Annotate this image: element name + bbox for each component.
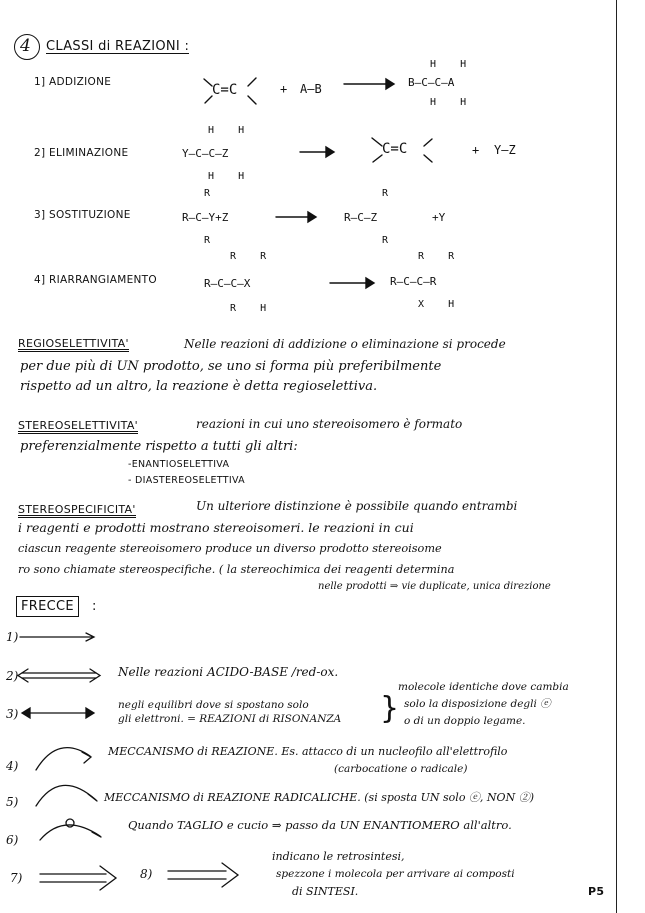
arrow-description: gli elettroni. = REAZIONI di RISONANZA: [118, 713, 342, 725]
arrow-description: Nelle reazioni ACIDO-BASE /red-ox.: [118, 665, 339, 679]
arrow-description: indicano le retrosintesi,: [272, 850, 405, 863]
arrow-number: 1): [6, 630, 19, 644]
product-main-row: B—C—C—A: [408, 76, 455, 89]
page-number: P5: [588, 885, 605, 898]
reactant-alkene: C=C: [212, 82, 238, 98]
definition-line: per due più di UN prodotto, se uno si forma più preferibilmente: [20, 359, 442, 374]
product-top-row: R: [382, 188, 389, 199]
arrow-number: 8): [140, 867, 153, 881]
plus-sign: +: [472, 143, 480, 157]
term-regioselettivita: REGIOSELETTIVITA': [18, 337, 129, 350]
definition-line: Nelle reazioni di addizione o eliminazione si procede: [184, 337, 506, 351]
arrow-description: MECCANISMO di REAZIONE RADICALICHE. (si sposta UN solo ⓔ, NON ②): [104, 791, 534, 804]
section-title-frecce: FRECCE: [16, 596, 79, 617]
bullet-item: - DIASTEREOSELETTIVA: [128, 475, 245, 486]
reactant-bottom-row: H H: [208, 171, 245, 182]
section-number: 4: [20, 36, 31, 56]
reactant-top-row: H H: [208, 125, 245, 136]
reactant-top-row: R: [204, 188, 211, 199]
arrow-description: MECCANISMO di REAZIONE. Es. attacco di un nucleofilo all'elettrofilo: [108, 745, 508, 758]
term-stereospecificita: STEREOSPECIFICITA': [18, 503, 136, 516]
definition-line: reazioni in cui uno stereoisomero è formato: [196, 417, 463, 431]
brace-note: o di un doppio legame.: [404, 715, 526, 727]
product-bottom-row: R: [382, 235, 389, 246]
colon: :: [92, 599, 97, 614]
reactant-main-row: Y—C—C—Z: [182, 147, 229, 160]
reactant-ab: A—B: [300, 82, 322, 96]
product-top-row: R R: [418, 251, 455, 262]
product-main-row: R—C—Z: [344, 211, 378, 224]
arrow-description: negli equilibri dove si spostano solo: [118, 699, 309, 711]
arrow-description: di SINTESI.: [292, 885, 359, 898]
definition-line: rispetto ad un altro, la reazione è detta regioselettiva.: [20, 379, 378, 394]
arrow-number: 3): [6, 707, 19, 721]
arrow-description: Quando TAGLIO e cucio ⇒ passo da UN ENANTIOMERO all'altro.: [128, 818, 512, 832]
arrow-number: 4): [6, 759, 19, 773]
reactant-main-row: R—C—Y+Z: [182, 211, 229, 224]
brace-note: molecole identiche dove cambia: [398, 681, 569, 693]
arrow-description: (carbocatione o radicale): [334, 763, 468, 775]
page-title: CLASSI di REAZIONI :: [46, 39, 190, 54]
bullet-item: -ENANTIOSELETTIVA: [128, 459, 230, 470]
reactant-main-row: R—C—C—X: [204, 277, 251, 290]
reactant-bottom-row: R: [204, 235, 211, 246]
byproduct-y: +Y: [432, 211, 446, 224]
byproduct-yz: Y—Z: [494, 143, 516, 157]
arrow-number: 6): [6, 833, 19, 847]
product-bottom-row: H H: [430, 97, 467, 108]
term-stereoselettivita: STEREOSELETTIVITA': [18, 419, 138, 432]
definition-line: ro sono chiamate stereospecifiche. ( la stereochimica dei reagenti determina: [18, 563, 455, 576]
reactant-bottom-row: R H: [230, 303, 267, 314]
brace-note: solo la disposizione degli ⓔ: [404, 698, 551, 710]
product-top-row: H H: [430, 59, 467, 70]
arrow-number: 7): [10, 871, 23, 885]
plus-sign: +: [280, 82, 288, 96]
reactant-top-row: R R: [230, 251, 267, 262]
product-alkene: C=C: [382, 141, 408, 157]
reaction-label-eliminazione: 2] ELIMINAZIONE: [34, 147, 129, 159]
arrow-number: 2): [6, 669, 19, 683]
arrow-description: spezzone i molecola per arrivare ai composti: [276, 868, 515, 880]
definition-line: ciascun reagente stereoisomero produce un diverso prodotto stereoisome: [18, 542, 442, 555]
definition-line: preferenzialmente rispetto a tutti gli altri:: [20, 439, 298, 454]
arrow-number: 5): [6, 795, 19, 809]
definition-line: nelle prodotti ⇒ vie duplicate, unica direzione: [318, 581, 551, 592]
product-main-row: R—C—C—R: [390, 275, 437, 288]
definition-line: i reagenti e prodotti mostrano stereoisomeri. le reazioni in cui: [18, 520, 414, 535]
reaction-label-addizione: 1] ADDIZIONE: [34, 76, 112, 88]
reaction-label-riarrangiamento: 4] RIARRANGIAMENTO: [34, 274, 157, 286]
product-bottom-row: X H: [418, 299, 455, 310]
definition-line: Un ulteriore distinzione è possibile quando entrambi: [196, 499, 518, 513]
reaction-label-sostituzione: 3] SOSTITUZIONE: [34, 209, 131, 221]
brace: }: [380, 691, 400, 726]
